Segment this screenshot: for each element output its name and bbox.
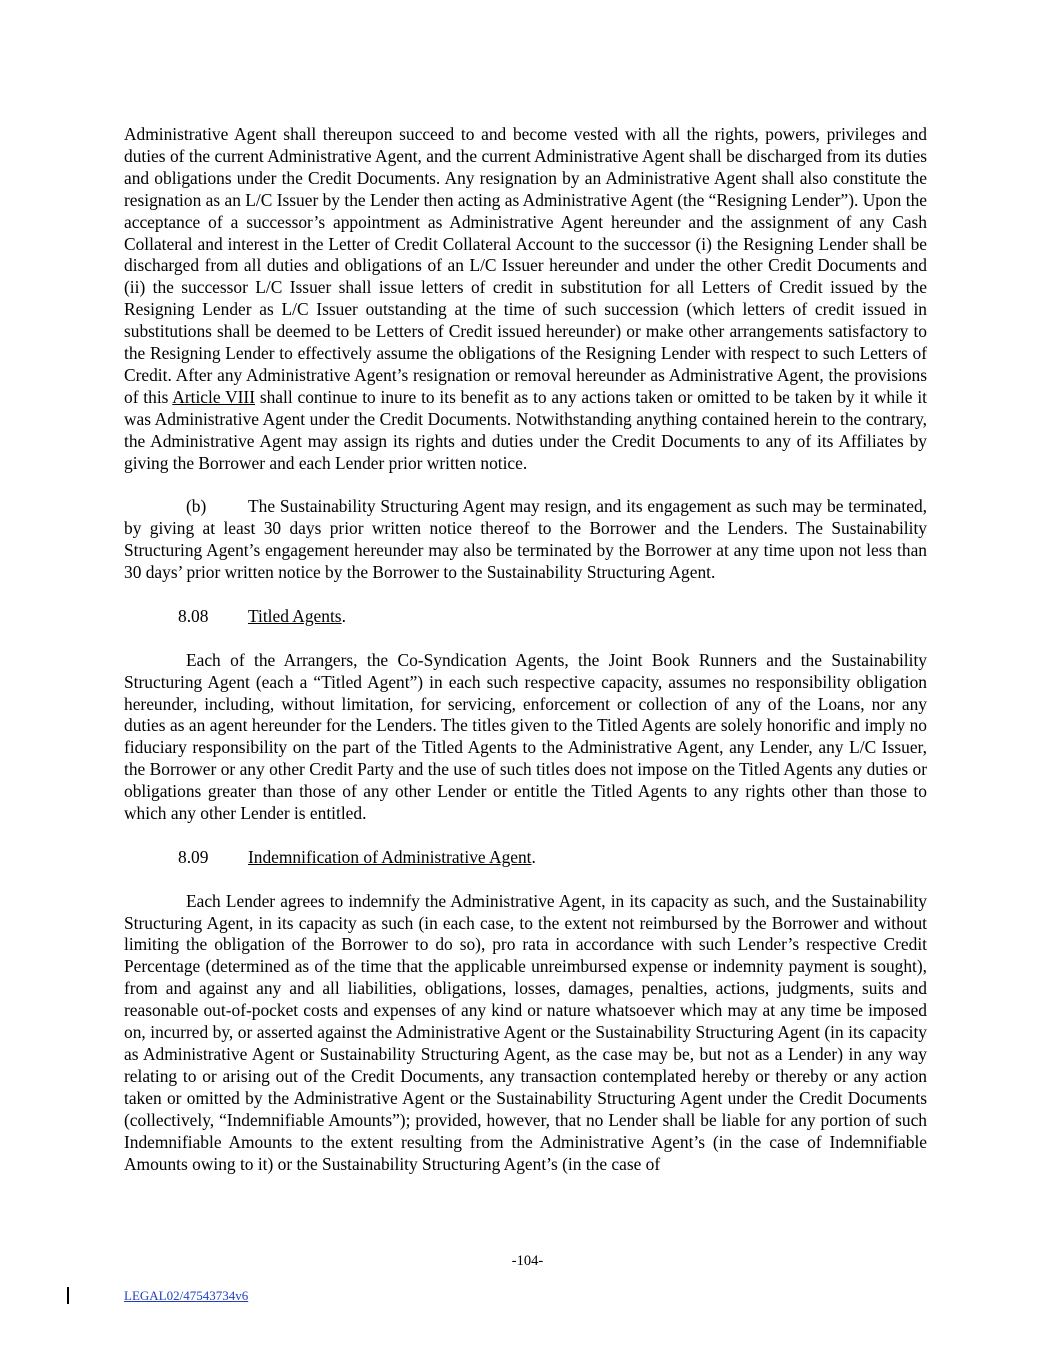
section-number: 8.08 <box>178 605 209 626</box>
section-title-punctuation: . <box>531 846 536 867</box>
paragraph-indemnification: Each Lender agrees to indemnify the Administrative Agent, in its capacity as such, and the Sustainability Structuring Agent, in its capacity as such (in each case, to the extent not reimbursed by the Borrower and without limiting the obligation of the Borrower to do so), pro rata in accordance with such Lender’s respective Credit Percentage (determined as of the time that the applicable unreimbursed expense or indemnity payment is sought), from and against any and all liabilities, obligations, losses, damages, penalties, actions, judgments, suits and reasonable out-of-pocket costs and expenses of any kind or nature whatsoever which may at any time be imposed on, incurred by, or asserted against the Administrative Agent or the Sustainability Structuring Agent (in its capacity as Administrative Agent or Sustainability Structuring Agent, as the case may be, but not as a Lender) in any way relating to or arising out of the Credit Documents, any transaction contemplated hereby or thereby or any action taken or omitted by the Administrative Agent or the Sustainability Structuring Agent under the Credit Documents (collectively, “Indemnifiable Amounts”); provided, however, that no Lender shall be liable for any portion of such Indemnifiable Amounts to the extent resulting from the Administrative Agent’s (in the case of Indemnifiable Amounts owing to it) or the Sustainability Structuring Agent’s (in the case of <box>124 890 927 1174</box>
paragraph-text: Administrative Agent shall thereupon succeed to and become vested with all the rights, powers, privileges and duties of the current Administrative Agent, and the current Administrative Agent shall be discharged from its duties and obligations under the Credit Documents. Any resignation by an Administrative Agent shall also constitute the resignation as an L/C Issuer by the Lender then acting as Administrative Agent (the “Resigning Lender”). Upon the acceptance of a successor’s appointment as Administrative Agent hereunder and the assignment of any Cash Collateral and interest in the Letter of Credit Collateral Account to the successor (i) the Resigning Lender shall be discharged from all duties and obligations of an L/C Issuer hereunder and under the other Credit Documents and (ii) the successor L/C Issuer shall issue letters of credit in substitution for all Letters of Credit issued by the Resigning Lender as L/C Issuer outstanding at the time of such succession (which letters of credit issued in substitutions shall be deemed to be Letters of Credit issued hereunder) or make other arrangements satisfactory to the Resigning Lender to effectively assume the obligations of the Resigning Lender with respect to such Letters of Credit. After any Administrative Agent’s resignation or removal hereunder as Administrative Agent, the provisions of this <box>124 124 927 407</box>
document-id-footer[interactable]: LEGAL02/47543734v6 <box>124 1288 249 1303</box>
spacer <box>124 628 927 650</box>
section-title-punctuation: . <box>341 605 346 626</box>
paragraph-b-sustainability-agent <box>124 496 927 584</box>
paragraph-text: The Sustainability Structuring Agent may resign, and its engagement as such may be terminated, by giving at least 30 days prior written notice thereof to the Borrower and the Lenders. The Sustainability Structuring Agent’s engagement hereunder may also be terminated by the Borrower at any time upon not less than 30 days’ prior written notice by the Borrower to the Sustainability Structuring Agent. <box>124 496 927 583</box>
document-page <box>124 124 927 1175</box>
subsection-label: (b) <box>186 496 207 517</box>
paragraph-successor-agent <box>124 124 927 475</box>
section-heading-8-08 <box>124 606 927 628</box>
revision-bar <box>67 1287 69 1304</box>
spacer <box>124 825 927 847</box>
spacer <box>124 584 927 606</box>
section-title: Indemnification of Administrative Agent <box>248 846 532 867</box>
spacer <box>124 869 927 891</box>
section-title: Titled Agents <box>248 605 342 626</box>
article-viii-reference: Article VIII <box>172 386 256 407</box>
paragraph-titled-agents: Each of the Arrangers, the Co-Syndication Agents, the Joint Book Runners and the Sustainability Structuring Agent (each a “Titled Agent”) in each such respective capacity, assumes no responsibility obligation hereunder, including, without limitation, for servicing, enforcement or collection of any of the Loans, nor any duties as an agent hereunder for the Lenders. The titles given to the Titled Agents are solely honorific and imply no fiduciary responsibility on the part of the Titled Agents to the Administrative Agent, any Lender, any L/C Issuer, the Borrower or any other Credit Party and the use of such titles does not impose on the Titled Agents any duties or obligations greater than those of any other Lender or entitle the Titled Agents to any rights other than those to which any other Lender is entitled. <box>124 649 927 824</box>
spacer <box>124 475 927 497</box>
page-number: -104- <box>511 1253 544 1269</box>
paragraph-text: shall continue to inure to its benefit as to any actions taken or omitted to be taken by it while it was Administrative Agent under the Credit Documents. Notwithstanding anything contained herein to the contrary, the Administrative Agent may assign its rights and duties under the Credit Documents to any of its Affiliates by giving the Borrower and each Lender prior written notice. <box>124 386 927 473</box>
section-number: 8.09 <box>178 846 209 867</box>
section-heading-8-09 <box>124 847 927 869</box>
